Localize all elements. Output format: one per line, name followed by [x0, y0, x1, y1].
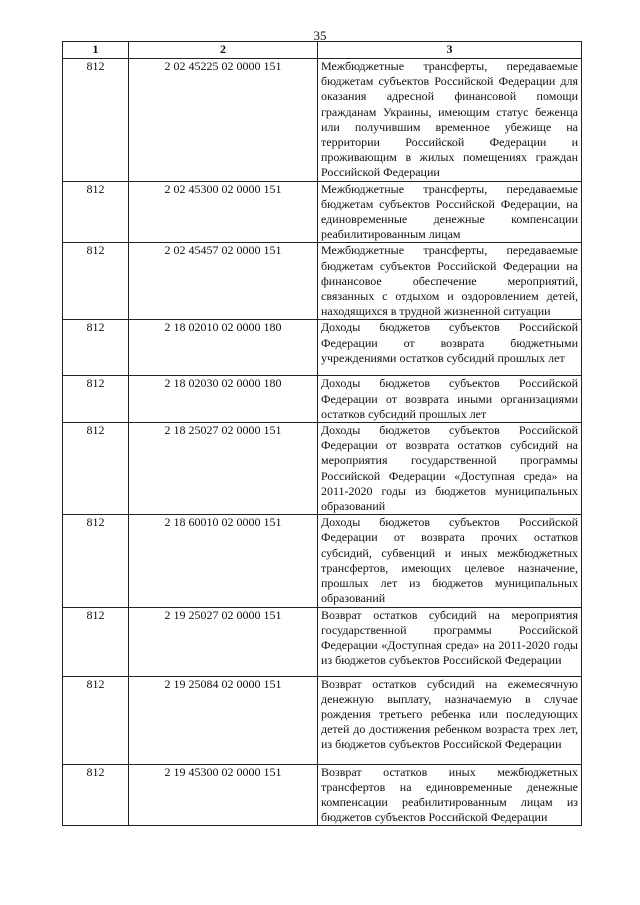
admin-code-cell: 812 [63, 676, 129, 764]
admin-code-cell: 812 [63, 423, 129, 515]
budget-code-cell: 2 19 25084 02 0000 151 [129, 676, 318, 764]
description-cell: Доходы бюджетов субъектов Российской Федерации от возврата остатков субсидий на мероприятия государственной программы Российской Федерации «Доступная среда» на 2011-2020 годы из бюджетов муниципальных образований [318, 423, 582, 515]
budget-code-cell: 2 18 60010 02 0000 151 [129, 515, 318, 607]
description-cell: Межбюджетные трансферты, передаваемые бюджетам субъектов Российской Федерации, на единовременные денежные компенсации реабилитированным лицам [318, 181, 582, 243]
table-header-row [63, 42, 582, 59]
admin-code-cell: 812 [63, 243, 129, 320]
table-row [63, 376, 582, 423]
admin-code-cell: 812 [63, 181, 129, 243]
budget-code-cell: 2 18 25027 02 0000 151 [129, 423, 318, 515]
description-cell: Возврат остатков субсидий на ежемесячную денежную выплату, назначаемую в случае рождения третьего ребенка или последующих детей до достижения ребенком возраста трех лет, из бюджетов субъектов Российской Федерации [318, 676, 582, 764]
table-row [63, 423, 582, 515]
column-header-3: 3 [318, 42, 582, 59]
description-cell: Доходы бюджетов субъектов Российской Федерации от возврата бюджетными учреждениями остатков субсидий прошлых лет [318, 320, 582, 376]
description-cell: Доходы бюджетов субъектов Российской Федерации от возврата иными организациями остатков субсидий прошлых лет [318, 376, 582, 423]
budget-codes-table [62, 41, 582, 826]
table-row [63, 607, 582, 676]
table-row [63, 320, 582, 376]
admin-code-cell: 812 [63, 607, 129, 676]
budget-code-cell: 2 02 45457 02 0000 151 [129, 243, 318, 320]
budget-code-cell: 2 02 45225 02 0000 151 [129, 59, 318, 182]
admin-code-cell: 812 [63, 515, 129, 607]
table-row [63, 515, 582, 607]
table-row [63, 181, 582, 243]
admin-code-cell: 812 [63, 59, 129, 182]
admin-code-cell: 812 [63, 320, 129, 376]
description-cell: Доходы бюджетов субъектов Российской Федерации от возврата прочих остатков субсидий, субвенций и иных межбюджетных трансфертов, имеющих целевое назначение, прошлых лет из бюджетов муниципальных образований [318, 515, 582, 607]
page-number: 35 [313, 28, 327, 43]
table-row [63, 676, 582, 764]
budget-code-cell: 2 02 45300 02 0000 151 [129, 181, 318, 243]
description-cell: Межбюджетные трансферты, передаваемые бюджетам субъектов Российской Федерации для оказания адресной финансовой помощи гражданам Украины, имеющим статус беженца или получившим временное убежище на территории Российской Федерации и проживающим в жилых помещениях граждан Российской Федерации [318, 59, 582, 182]
admin-code-cell: 812 [63, 376, 129, 423]
column-header-1: 1 [63, 42, 129, 59]
budget-code-cell: 2 18 02030 02 0000 180 [129, 376, 318, 423]
column-header-2: 2 [129, 42, 318, 59]
description-cell: Возврат остатков иных межбюджетных трансфертов на единовременные денежные компенсации реабилитированным лицам из бюджетов субъектов Российской Федерации [318, 764, 582, 826]
budget-code-cell: 2 19 45300 02 0000 151 [129, 764, 318, 826]
description-cell: Возврат остатков субсидий на мероприятия государственной программы Российской Федерации «Доступная среда» на 2011-2020 годы из бюджетов субъектов Российской Федерации [318, 607, 582, 676]
table-row [63, 59, 582, 182]
budget-code-cell: 2 18 02010 02 0000 180 [129, 320, 318, 376]
admin-code-cell: 812 [63, 764, 129, 826]
table-row [63, 243, 582, 320]
table-row [63, 764, 582, 826]
description-cell: Межбюджетные трансферты, передаваемые бюджетам субъектов Российской Федерации на финансовое обеспечение мероприятий, связанных с отдыхом и оздоровлением детей, находящихся в трудной жизненной ситуации [318, 243, 582, 320]
budget-code-cell: 2 19 25027 02 0000 151 [129, 607, 318, 676]
